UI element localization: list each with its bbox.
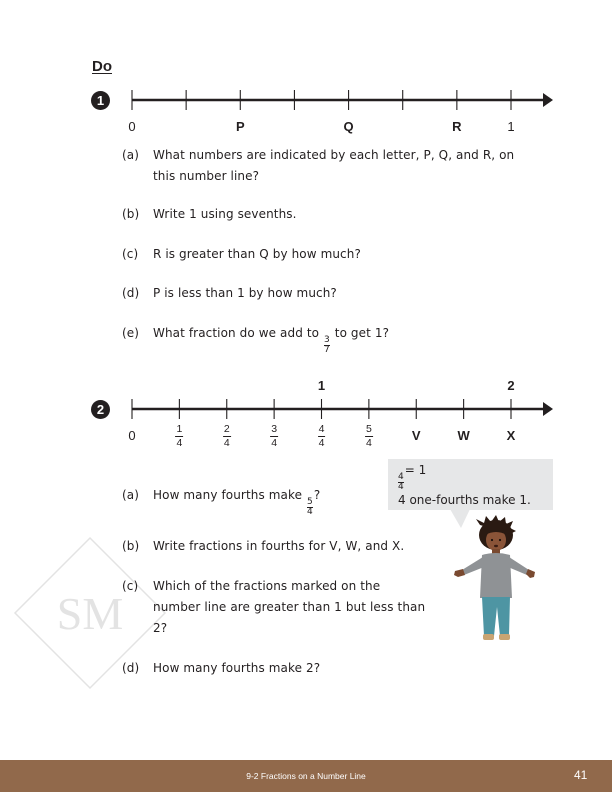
number-line-2-point-v: V [411,428,421,443]
question-letter: (d) [122,286,140,300]
question-text-before: How many fourths make [153,488,303,502]
question-letter: (a) [122,488,140,502]
speech-bubble-text [398,462,531,509]
character-pants [482,597,510,636]
page-number: 41 [574,768,588,782]
number-line-1-arrow-icon [543,93,553,107]
number-line-2-fraction-label [318,424,326,448]
fraction-denominator: 4 [398,482,404,492]
number-line-2-arrow-icon [543,402,553,416]
question-text [153,323,453,355]
number-line-2-fraction-label [270,424,278,448]
number-line-2-top-label-1: 1 [317,378,326,393]
question-text: How many fourths make 2? [153,661,321,675]
section-heading: Do [92,58,112,75]
fraction-denominator: 4 [318,436,325,449]
problem-number-2: 2 [91,400,110,419]
fraction-numerator: 5 [365,423,372,435]
character-shirt [480,553,512,598]
equals-text: = 1 [404,463,427,477]
number-line-2-top-label-2: 2 [507,378,515,393]
character-shoe-right [499,634,510,640]
question-text-after: to get 1? [334,326,390,340]
fraction-denominator: 4 [271,436,278,449]
number-line-1-label-end: 1 [507,119,515,134]
number-line-2 [0,389,612,429]
number-line-2-fraction-label [223,424,231,448]
fraction-numerator: 3 [271,423,278,435]
fraction-denominator: 4 [223,436,230,449]
fraction-numerator: 3 [324,335,330,345]
student-character-illustration [452,515,536,643]
question-2d [122,658,453,679]
fraction-denominator: 4 [365,436,372,449]
question-1a [122,145,538,187]
question-letter: (b) [122,539,140,553]
problem-2-questions [122,482,453,679]
fraction-five-fourths [307,498,313,517]
question-1e [122,323,538,355]
fraction [365,424,373,448]
number-line-2-fraction-label [175,424,183,448]
question-1c [122,244,538,265]
fraction [175,424,183,448]
question-letter: (c) [122,579,139,593]
question-letter: (e) [122,326,140,340]
question-2c [122,576,453,639]
number-line-2-point-w: W [457,428,470,443]
character-shoe-left [483,634,494,640]
number-line-1-point-q: Q [343,119,354,134]
question-text: What numbers are indicated by each letter, P, Q, and R, on this number line? [153,148,515,183]
question-text: R is greater than Q by how much? [153,247,361,261]
number-line-1-point-r: R [452,119,462,134]
number-line-1-label-start: 0 [128,119,136,134]
question-letter: (a) [122,148,140,162]
number-line-1 [0,80,612,120]
fraction [318,424,326,448]
fraction-numerator: 4 [318,423,325,435]
fraction-denominator: 4 [307,507,313,517]
question-1b [122,204,538,225]
number-line-1-point-p: P [235,119,245,134]
fraction-four-fourths [398,473,404,492]
fraction-numerator: 5 [307,497,313,507]
question-text: Write fractions in fourths for V, W, and X. [153,539,405,553]
question-text-after: ? [313,488,321,502]
question-text: P is less than 1 by how much? [153,286,337,300]
problem-1-questions [122,145,538,355]
question-text-before: What fraction do we add to [153,326,320,340]
number-line-2-point-x: X [506,428,516,443]
fraction-denominator: 4 [176,436,183,449]
fraction-numerator: 2 [223,423,230,435]
fraction [270,424,278,448]
question-letter: (c) [122,247,139,261]
question-letter: (b) [122,207,140,221]
fraction-denominator: 7 [324,345,330,355]
fraction-three-sevenths [324,336,330,355]
fraction-numerator: 4 [398,472,404,482]
number-line-2-label-start: 0 [128,428,136,443]
number-line-2-fraction-label [365,424,373,448]
question-letter: (d) [122,661,140,675]
fraction-numerator: 1 [176,423,183,435]
footer-lesson-title: 9-2 Fractions on a Number Line [246,771,366,781]
fraction [223,424,231,448]
problem-number-1: 1 [91,91,110,110]
question-1d [122,283,538,304]
question-text: Which of the fractions marked on the number line are greater than 1 but less than 2? [153,579,426,635]
question-2b [122,536,453,557]
speech-bubble-line-1 [398,462,531,492]
question-text: Write 1 using sevenths. [153,207,297,221]
speech-bubble-line-2: 4 one-fourths make 1. [398,493,531,507]
watermark-text: SM [56,588,124,639]
